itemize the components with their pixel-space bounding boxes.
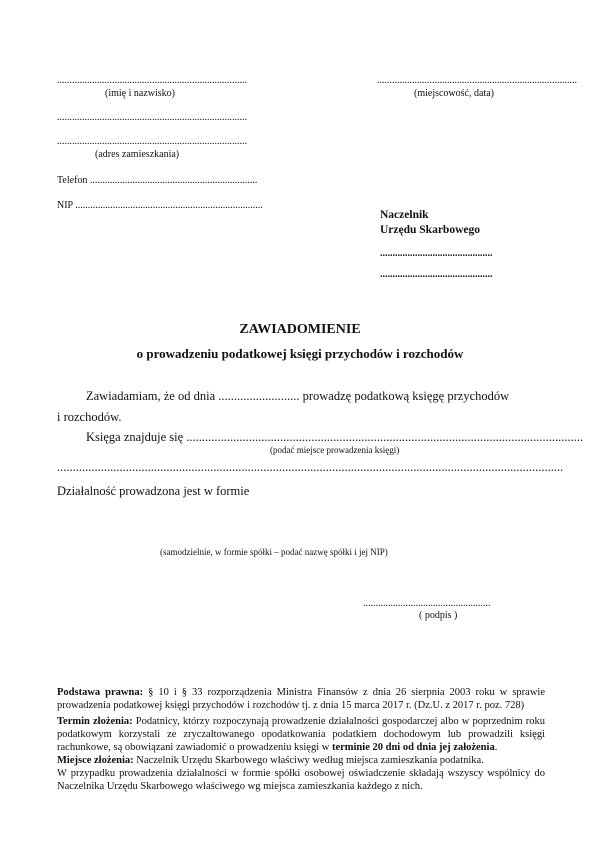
- filing-term: [57, 715, 545, 755]
- business-form-caption: (samodzielnie, w formie spółki – podać nazwę spółki i jej NIP): [160, 547, 388, 557]
- phone-field: Telefon ...................................................................: [57, 175, 258, 186]
- book-location-continuation: ..................................................................................................................................................................: [57, 460, 564, 474]
- signature-caption: ( podpis ): [419, 610, 458, 621]
- book-location-caption: (podać miejsce prowadzenia księgi): [270, 445, 400, 455]
- document-title: ZAWIADOMIENIE: [239, 322, 361, 337]
- place-date-line: ................................................................................: [377, 75, 577, 86]
- filing-term-end: .: [494, 742, 498, 754]
- name-caption: (imię i nazwisko): [105, 88, 175, 99]
- address-caption: (adres zamieszkania): [95, 149, 180, 160]
- partnership-note: W przypadku prowadzenia działalności w formie spółki osobowej oświadczenie składają wszyscy wspólnicy do Naczelnika Urzędu Skarbowego właściwego wg miejsca zamieszkania każdego z nich.: [57, 768, 545, 793]
- place-date-caption: (miejscowość, data): [414, 88, 494, 99]
- filing-term-deadline: terminie 20 dni od dnia jej założenia: [331, 742, 495, 754]
- addressee-line-2: Urzędu Skarbowego: [380, 224, 480, 236]
- filing-place-label: Miejsce złożenia:: [57, 755, 134, 766]
- filing-term-label: Termin złożenia:: [57, 716, 133, 727]
- address-line-1: ............................................................................: [57, 112, 247, 123]
- address-line-2: ............................................................................: [57, 136, 247, 147]
- addressee-dots-2: .............................................: [380, 269, 493, 280]
- filing-term-text: Podatnicy, którzy rozpoczynają prowadzenie działalności gospodarczej albo w poprzednim roku podatkowym korzystali ze zryczałtowanego opodatkowania podatkiem dochodowym lub prowadzili księgi rachunkowe, są obowiązani zawiadomić o prowadzeniu księgi w: [57, 716, 545, 754]
- addressee-line-1: Naczelnik: [380, 209, 429, 221]
- signature-line: ...................................................: [363, 598, 491, 609]
- book-location-line: Księga znajduje się ...............................................................................................................................: [86, 430, 584, 444]
- document-subtitle: o prowadzeniu podatkowej księgi przychodów i rozchodów: [136, 346, 464, 361]
- addressee-dots-1: .............................................: [380, 248, 493, 259]
- legal-basis-text: § 10 i § 33 rozporządzenia Ministra Finansów z dnia 26 sierpnia 2003 roku w sprawie prowadzenia podatkowej księgi przychodów i rozchodów tj. z dnia 15 marca 2017 r. (Dz.U. z 2017 r. poz. 728): [57, 687, 545, 712]
- business-form-label: Działalność prowadzona jest w formie: [57, 484, 250, 498]
- name-line: ............................................................................: [57, 75, 247, 86]
- legal-basis-label: Podstawa prawna:: [57, 687, 144, 698]
- filing-place-text: Naczelnik Urzędu Skarbowego właściwy według miejsca zamieszkania podatnika.: [133, 755, 484, 766]
- notice-paragraph-end: i rozchodów.: [57, 410, 122, 424]
- legal-basis: [57, 686, 545, 712]
- filing-place: [57, 754, 545, 767]
- nip-field: NIP ...........................................................................: [57, 200, 263, 211]
- notice-paragraph-start: Zawiadamiam, że od dnia .......................... prowadzę podatkową księgę przychodów: [86, 389, 510, 403]
